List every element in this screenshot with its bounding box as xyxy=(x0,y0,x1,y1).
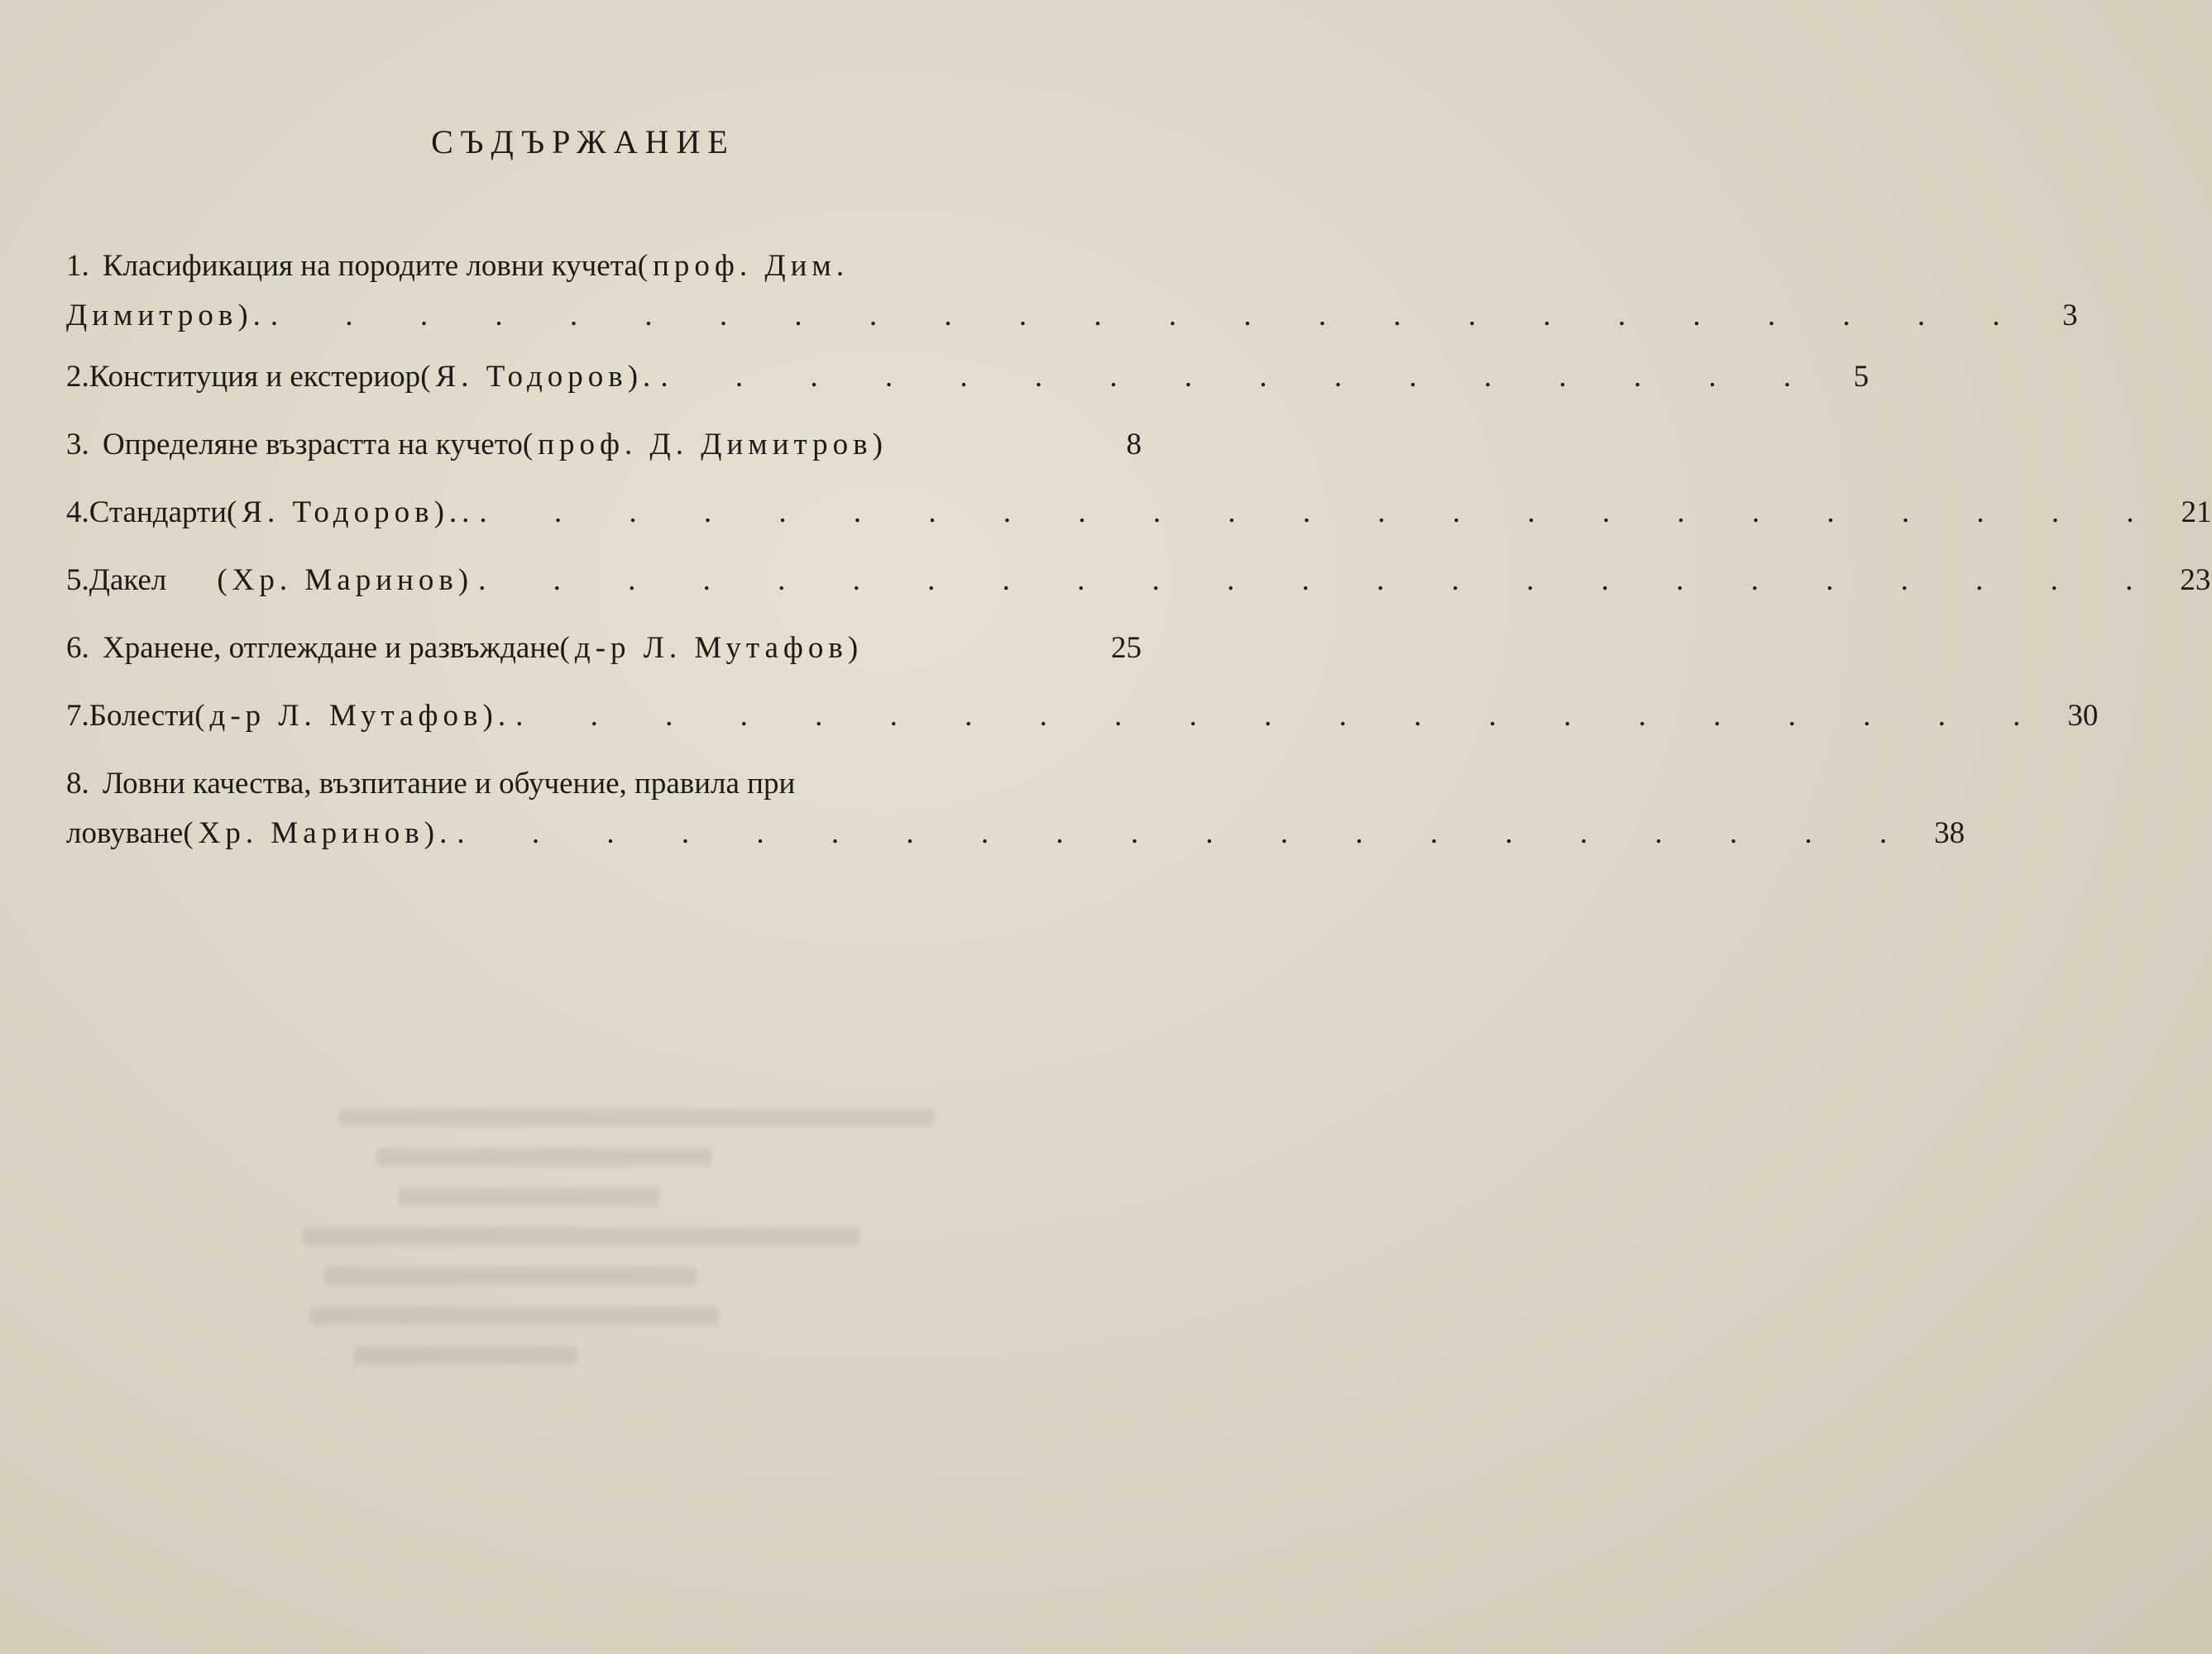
toc-entry-2 xyxy=(66,357,1870,397)
entry-page-number: 25 xyxy=(1111,631,1142,665)
entry-author: (Хр. Маринов) xyxy=(166,563,474,597)
entry-author: (Я. Тодоров).. xyxy=(227,495,475,529)
entry-page-number: 8 xyxy=(1126,428,1142,461)
entry-number: 3. xyxy=(66,428,89,461)
entry-title: Класификация на породите ловни кучета xyxy=(103,249,638,283)
toc-entry-7 xyxy=(66,696,2099,736)
toc-entry-5 xyxy=(66,561,2211,600)
leader-dots: . . . . . . . . . . . . . . . . . . . . xyxy=(457,816,1918,850)
entry-title: Ловни качества, възпитание и обучение, правила при xyxy=(103,767,796,801)
entry-title: Дакел xyxy=(89,563,167,597)
entry-author-cont: Димитров). xyxy=(66,299,266,332)
entry-number: 1. xyxy=(66,249,89,283)
entry-title: Хранене, отглеждане и развъждане xyxy=(103,631,560,665)
page-title: СЪДЪРЖАНИЕ xyxy=(431,123,735,160)
entry-title-cont: ловуване xyxy=(66,816,184,850)
entry-author: (Хр. Маринов). xyxy=(183,816,452,850)
leader-dots: . . . . . . . . . . . . . . . . xyxy=(660,360,1822,394)
leader-dots: . . . . . . . . . . . . . . . . . . . . . . . xyxy=(478,563,2163,597)
bleed-through-shadow xyxy=(265,1108,1009,1456)
entry-page-number: 3 xyxy=(2062,299,2078,332)
toc-entry-4 xyxy=(66,493,2212,533)
entry-page-number: 21 xyxy=(2181,495,2212,529)
entry-number: 6. xyxy=(66,631,89,665)
toc-entry-8 xyxy=(66,764,1965,853)
entry-page-number: 23 xyxy=(2180,563,2211,597)
leader-dots: . . . . . . . . . . . . . . . . . . . . . xyxy=(515,699,2051,733)
toc-entry-3 xyxy=(66,425,1142,465)
entry-author: (д-р Л. Мутафов) xyxy=(559,631,864,665)
entry-title: Болести xyxy=(89,699,195,733)
toc-entry-6 xyxy=(66,629,1142,668)
entry-number: 7. xyxy=(66,699,89,733)
entry-title: Конституция и екстериор xyxy=(89,360,421,394)
entry-title: Стандарти xyxy=(89,495,227,529)
entry-number: 2. xyxy=(66,360,89,394)
entry-author: (д-р Л. Мутафов). xyxy=(194,699,511,733)
entry-page-number: 30 xyxy=(2067,699,2099,733)
leader-dots: . . . . . . . . . . . . . . . . . . . . . . . xyxy=(479,495,2164,529)
entry-page-number: 5 xyxy=(1853,360,1870,394)
entry-author: (проф. Дим. xyxy=(637,249,850,283)
entry-page-number: 38 xyxy=(1934,816,1965,850)
entry-number: 8. xyxy=(66,767,89,801)
toc-entry-1 xyxy=(66,246,2078,336)
entry-title: Определяне възрастта на кучето xyxy=(103,428,523,461)
entry-author: (Я. Тодоров). xyxy=(420,360,656,394)
leader-dots: . . . . . . . . . . . . . . . . . . . . . . . . xyxy=(270,299,2030,332)
entry-number: 4. xyxy=(66,495,89,529)
entry-author: (проф. Д. Димитров) xyxy=(522,428,888,461)
entry-number: 5. xyxy=(66,563,89,597)
